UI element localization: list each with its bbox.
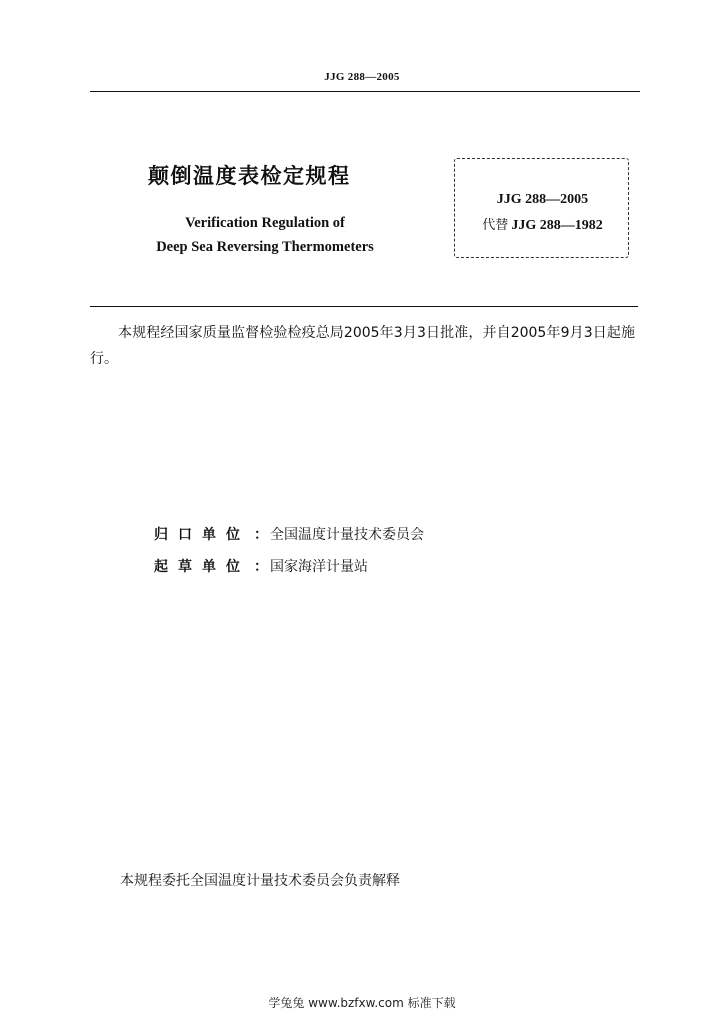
title-english bbox=[120, 211, 410, 259]
running-header: JJG 288—2005 bbox=[324, 71, 400, 83]
responsible-unit-separator: ： bbox=[254, 527, 268, 543]
replaces-code: JJG 288—1982 bbox=[511, 218, 603, 233]
replaces-line bbox=[455, 214, 630, 234]
responsible-unit-label: 归口单位 bbox=[154, 527, 250, 543]
main-rule bbox=[90, 306, 638, 307]
header-rule bbox=[90, 91, 640, 92]
replaces-prefix: 代替 bbox=[482, 218, 509, 233]
interpretation-note: 本规程委托全国温度计量技术委员会负责解释 bbox=[120, 873, 400, 889]
responsible-unit-row bbox=[154, 524, 424, 544]
standard-code: JJG 288—2005 bbox=[496, 192, 589, 207]
footer-watermark: 学兔兔 www.bzfxw.com 标准下载 bbox=[268, 996, 456, 1010]
approval-text: 本规程经国家质量监督检验检疫总局2005年3月3日批准，并自2005年9月3日起施行。 bbox=[90, 325, 635, 367]
drafting-unit-separator: ： bbox=[254, 559, 268, 575]
responsible-unit-value: 全国温度计量技术委员会 bbox=[270, 527, 424, 543]
drafting-unit-label: 起草单位 bbox=[154, 559, 250, 575]
title-english-line2: Deep Sea Reversing Thermometers bbox=[156, 239, 374, 255]
drafting-unit-value: 国家海洋计量站 bbox=[270, 559, 368, 575]
drafting-unit-row bbox=[154, 556, 368, 576]
title-chinese: 颠倒温度表检定规程 bbox=[148, 164, 351, 188]
title-english-line1: Verification Regulation of bbox=[185, 215, 345, 231]
standard-code-box bbox=[454, 158, 629, 258]
